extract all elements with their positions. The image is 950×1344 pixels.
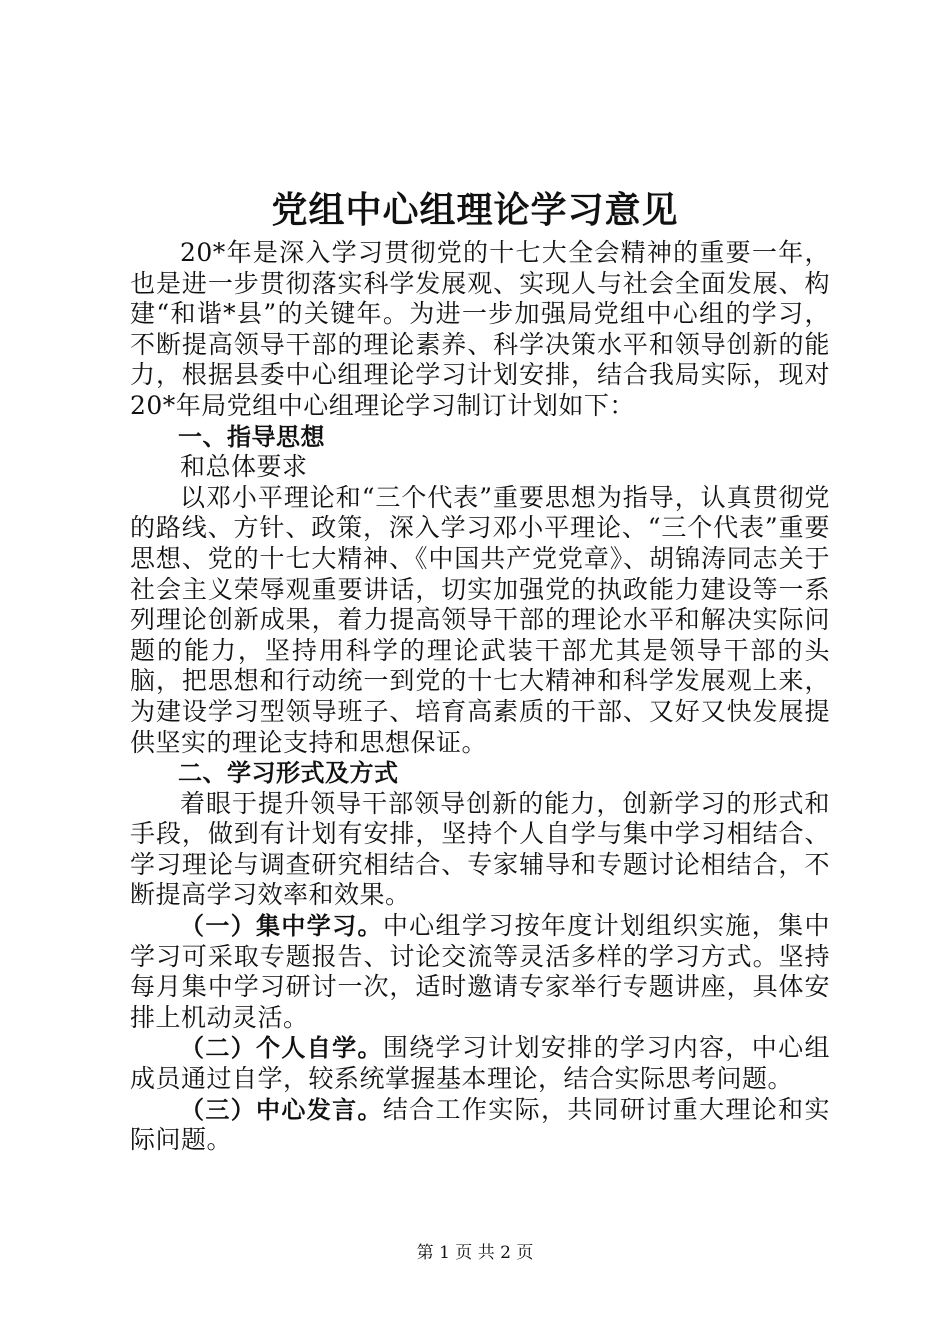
document-title: 党组中心组理论学习意见	[271, 189, 679, 231]
section2-item-1	[130, 911, 830, 1033]
section2-item-3	[130, 1095, 830, 1156]
section1-body: 以邓小平理论和“三个代表”重要思想为指导，认真贯彻党的路线、方针、政策，深入学习邓小平理论、“三个代表”重要思想、党的十七大精神、《中国共产党党章》、胡锦涛同志关于社会主义荣辱观重要讲话，切实加强党的执政能力建设等一系列理论创新成果，着力提高领导干部的理论水平和解决实际问题的能力，坚持用科学的理论武装干部尤其是领导干部的头脑，把思想和行动统一到党的十七大精神和科学发展观上来，为建设学习型领导班子、培育高素质的干部、又好又快发展提供坚实的理论支持和思想保证。	[130, 482, 830, 757]
section1-subheading: 和总体要求	[180, 452, 308, 482]
section2-body: 着眼于提升领导干部领导创新的能力，创新学习的形式和手段，做到有计划有安排，坚持个人自学与集中学习相结合、学习理论与调查研究相结合、专家辅导和专题讨论相结合，不断提高学习效率和效果。	[130, 788, 830, 910]
item-lead: （一）集中学习。	[180, 912, 383, 941]
item-text: 围绕学习计划安排的学习内容，中心组成员通过自学，较系统掌握基本理论，结合实际思考问题。	[130, 1033, 830, 1094]
section2-heading: 二、学习形式及方式	[178, 759, 399, 788]
item-lead: （二）个人自学。	[180, 1034, 383, 1063]
document-body	[130, 238, 830, 1156]
section2-item-2	[130, 1033, 830, 1094]
intro-paragraph: 20*年是深入学习贯彻党的十七大全会精神的重要一年，也是进一步贯彻落实科学发展观、实现人与社会全面发展、构建“和谐*县”的关键年。为进一步加强局党组中心组的学习，不断提高领导干部的理论素养、科学决策水平和领导创新的能力，根据县委中心组理论学习计划安排，结合我局实际，现对20*年局党组中心组理论学习制订计划如下：	[130, 238, 830, 420]
item-lead: （三）中心发言。	[180, 1095, 383, 1124]
section1-heading: 一、指导思想	[178, 422, 325, 451]
page-footer: 第 1 页 共 2 页	[416, 1243, 534, 1263]
item-text: 结合工作实际，共同研讨重大理论和实际问题。	[130, 1094, 830, 1155]
item-text: 中心组学习按年度计划组织实施，集中学习可采取专题报告、讨论交流等灵活多样的学习方式。坚持每月集中学习研讨一次，适时邀请专家举行专题讲座，具体安排上机动灵活。	[130, 911, 830, 1032]
